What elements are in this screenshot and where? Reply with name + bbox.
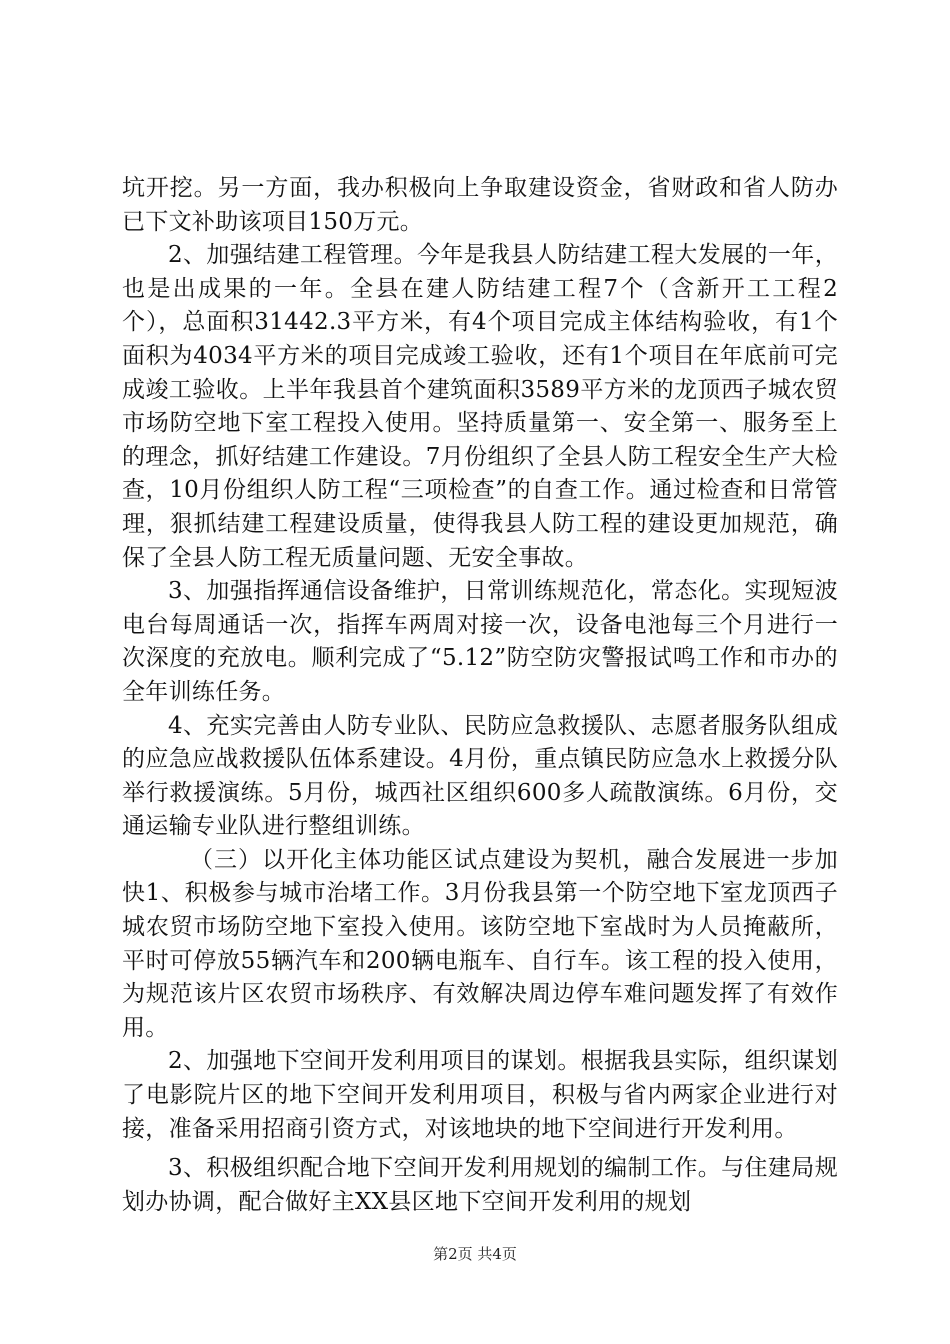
paragraph-continuation: 坑开挖。另一方面，我办积极向上争取建设资金，省财政和省人防办已下文补助该项目150万元。 xyxy=(122,175,838,235)
paragraph-item-4-rescue-teams: 4、充实完善由人防专业队、民防应急救援队、志愿者服务队组成的应急应战救援队伍体系建设。4月份，重点镇民防应急水上救援分队举行救援演练。5月份，城西社区组织600多人疏散演练。6月份，交通运输专业队进行整组训练。 xyxy=(122,712,838,840)
paragraph-item-2-underground-space: 2、加强地下空间开发利用项目的谋划。根据我县实际，组织谋划了电影院片区的地下空间开发利用项目，积极与省内两家企业进行对接，准备采用招商引资方式，对该地块的地下空间进行开发利用。 xyxy=(122,1048,838,1142)
paragraph-item-3-planning: 3、积极组织配合地下空间开发利用规划的编制工作。与住建局规划办协调，配合做好主XX县区地下空间开发利用的规划 xyxy=(122,1155,838,1215)
paragraph-item-2-construction-management: 2、加强结建工程管理。今年是我县人防结建工程大发展的一年，也是出成果的一年。全县在建人防结建工程7个（含新开工工程2个），总面积31442.3平方米，有4个项目完成主体结构验收，有1个面积为4034平方米的项目完成竣工验收，还有1个项目在年底前可完成竣工验收。上半年我县首个建筑面积3589平方米的龙顶西子城农贸市场防空地下室工程投入使用。坚持质量第一、安全第一、服务至上的理念，抓好结建工作建设。7月份组织了全县人防工程安全生产大检查，10月份组织人防工程“三项检查”的自查工作。通过检查和日常管理，狠抓结建工程建设质量，使得我县人防工程的建设更加规范，确保了全县人防工程无质量问题、无安全事故。 xyxy=(122,242,838,571)
paragraph-item-3-communication-equipment: 3、加强指挥通信设备维护，日常训练规范化，常态化。实现短波电台每周通话一次，指挥车两周对接一次，设备电池每三个月进行一次深度的充放电。顺利完成了“5.12”防空防灾警报试鸣工作和市办的全年训练任务。 xyxy=(122,578,838,705)
page-footer: 第2页 共4页 xyxy=(433,1245,517,1263)
paragraph-section-3: （三）以开化主体功能区试点建设为契机，融合发展进一步加快1、积极参与城市治堵工作。3月份我县第一个防空地下室龙顶西子城农贸市场防空地下室投入使用。该防空地下室战时为人员掩蔽所，平时可停放55辆汽车和200辆电瓶车、自行车。该工程的投入使用，为规范该片区农贸市场秩序、有效解决周边停车难问题发挥了有效作用。 xyxy=(122,846,838,1041)
document-body xyxy=(122,172,838,1219)
